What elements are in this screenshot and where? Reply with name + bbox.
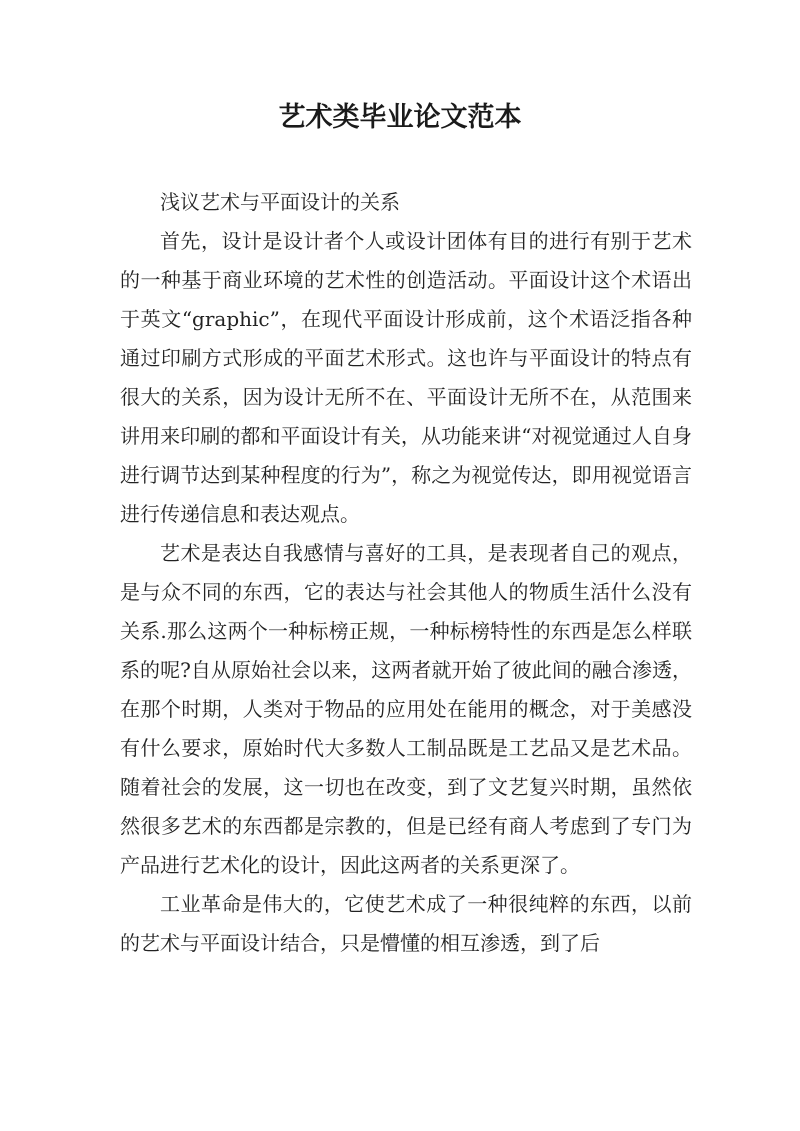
document-title: 艺术类毕业论文范本 <box>278 102 522 133</box>
paragraph: 艺术是表达自我感情与喜好的工具，是表现者自己的观点，是与众不同的东西，它的表达与社会其他人的物质生活什么没有关系.那么这两个一种标榜正规，一种标榜特性的东西是怎么样联系的呢?自从原始社会以来，这两者就开始了彼此间的融合渗透，在那个时期，人类对于物品的应用处在能用的概念，对于美感没有什么要求，原始时代大多数人工制品既是工艺品又是艺术品。随着社会的发展，这一切也在改变，到了文艺复兴时期，虽然依然很多艺术的东西都是宗教的，但是已经有商人考虑到了专门为产品进行艺术化的设计，因此这两者的关系更深了。 <box>120 541 692 877</box>
document-body <box>120 183 692 963</box>
paragraph: 工业革命是伟大的，它使艺术成了一种很纯粹的东西，以前的艺术与平面设计结合，只是懵懂的相互渗透，到了后 <box>120 892 692 955</box>
paragraph-subtitle: 浅议艺术与平面设计的关系 <box>160 190 400 214</box>
paragraph: 首先，设计是设计者个人或设计团体有目的进行有别于艺术的一种基于商业环境的艺术性的创造活动。平面设计这个术语出于英文“graphic”，在现代平面设计形成前，这个术语泛指各种通过印刷方式形成的平面艺术形式。这也许与平面设计的特点有很大的关系，因为设计无所不在、平面设计无所不在，从范围来讲用来印刷的都和平面设计有关，从功能来讲“对视觉通过人自身进行调节达到某种程度的行为”，称之为视觉传达，即用视觉语言进行传递信息和表达观点。 <box>120 229 692 526</box>
